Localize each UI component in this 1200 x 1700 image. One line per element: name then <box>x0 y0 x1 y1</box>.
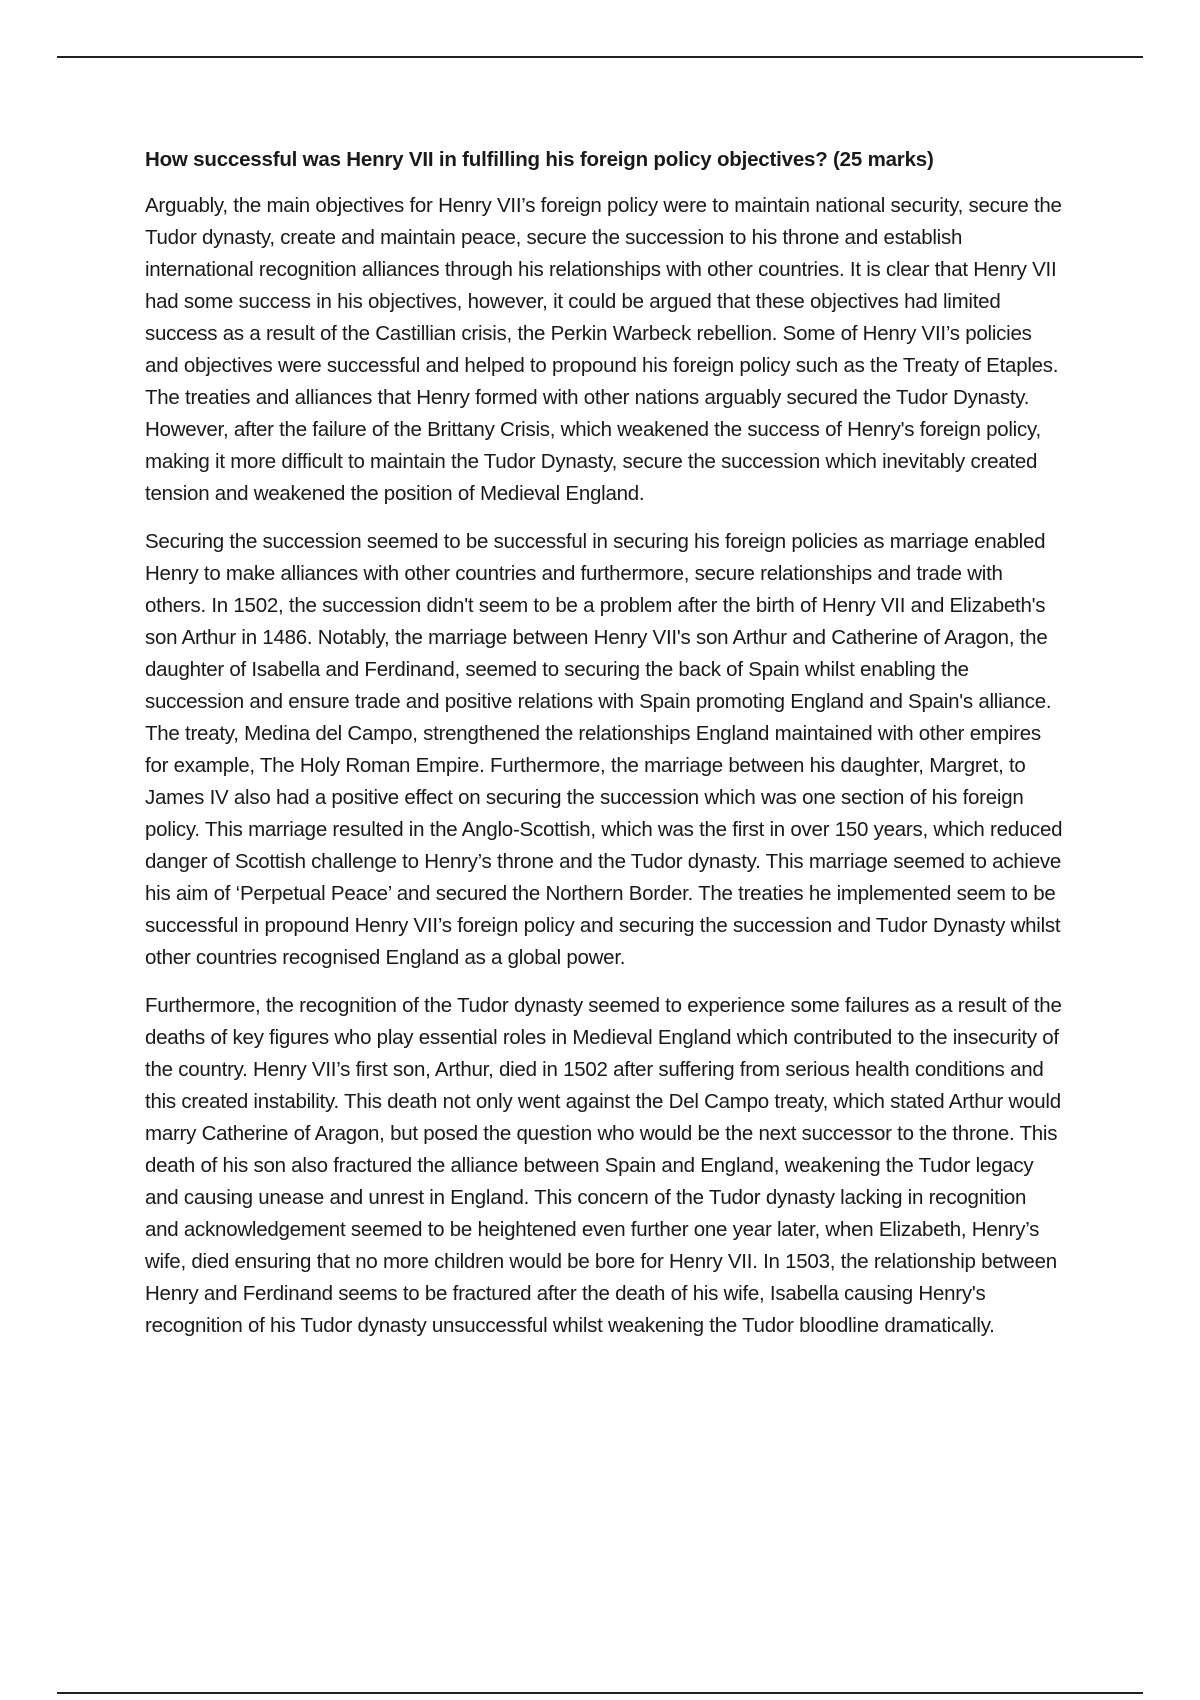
paragraph-succession: Securing the succession seemed to be successful in securing his foreign policies as marriage enabled Henry to make alliances with other countries and furthermore, secure relationships and trade with others. In 1502, the succession didn't seem to be a problem after the birth of Henry VII and Elizabeth's son Arthur in 1486. Notably, the marriage between Henry VII's son Arthur and Catherine of Aragon, the daughter of Isabella and Ferdinand, seemed to securing the back of Spain whilst enabling the succession and ensure trade and positive relations with Spain promoting England and Spain's alliance. The treaty, Medina del Campo, strengthened the relationships England maintained with other empires for example, The Holy Roman Empire. Furthermore, the marriage between his daughter, Margret, to James IV also had a positive effect on securing the succession which was one section of his foreign policy. This marriage resulted in the Anglo-Scottish, which was the first in over 150 years, which reduced danger of Scottish challenge to Henry’s throne and the Tudor dynasty. This marriage seemed to achieve his aim of ‘Perpetual Peace’ and secured the Northern Border. The treaties he implemented seem to be successful in propound Henry VII’s foreign policy and securing the succession and Tudor Dynasty whilst other countries recognised England as a global power. <box>145 530 1063 969</box>
top-horizontal-rule <box>57 56 1143 58</box>
document-body <box>145 145 1063 1358</box>
bottom-horizontal-rule <box>57 1692 1143 1694</box>
essay-title: How successful was Henry VII in fulfilling his foreign policy objectives? (25 marks) <box>145 148 934 171</box>
paragraph-introduction: Arguably, the main objectives for Henry VII’s foreign policy were to maintain national security, secure the Tudor dynasty, create and maintain peace, secure the succession to his throne and establish international recognition alliances through his relationships with other countries. It is clear that Henry VII had some success in his objectives, however, it could be argued that these objectives had limited success as a result of the Castillian crisis, the Perkin Warbeck rebellion. Some of Henry VII’s policies and objectives were successful and helped to propound his foreign policy such as the Treaty of Etaples. The treaties and alliances that Henry formed with other nations arguably secured the Tudor Dynasty. However, after the failure of the Brittany Crisis, which weakened the success of Henry's foreign policy, making it more difficult to maintain the Tudor Dynasty, secure the succession which inevitably created tension and weakened the position of Medieval England. <box>145 194 1062 505</box>
paragraph-recognition: Furthermore, the recognition of the Tudor dynasty seemed to experience some failures as a result of the deaths of key figures who play essential roles in Medieval England which contributed to the insecurity of the country. Henry VII’s first son, Arthur, died in 1502 after suffering from serious health conditions and this created instability. This death not only went against the Del Campo treaty, which stated Arthur would marry Catherine of Aragon, but posed the question who would be the next successor to the throne. This death of his son also fractured the alliance between Spain and England, weakening the Tudor legacy and causing unease and unrest in England. This concern of the Tudor dynasty lacking in recognition and acknowledgement seemed to be heightened even further one year later, when Elizabeth, Henry’s wife, died ensuring that no more children would be bore for Henry VII. In 1503, the relationship between Henry and Ferdinand seems to be fractured after the death of his wife, Isabella causing Henry's recognition of his Tudor dynasty unsuccessful whilst weakening the Tudor bloodline dramatically. <box>145 994 1062 1337</box>
